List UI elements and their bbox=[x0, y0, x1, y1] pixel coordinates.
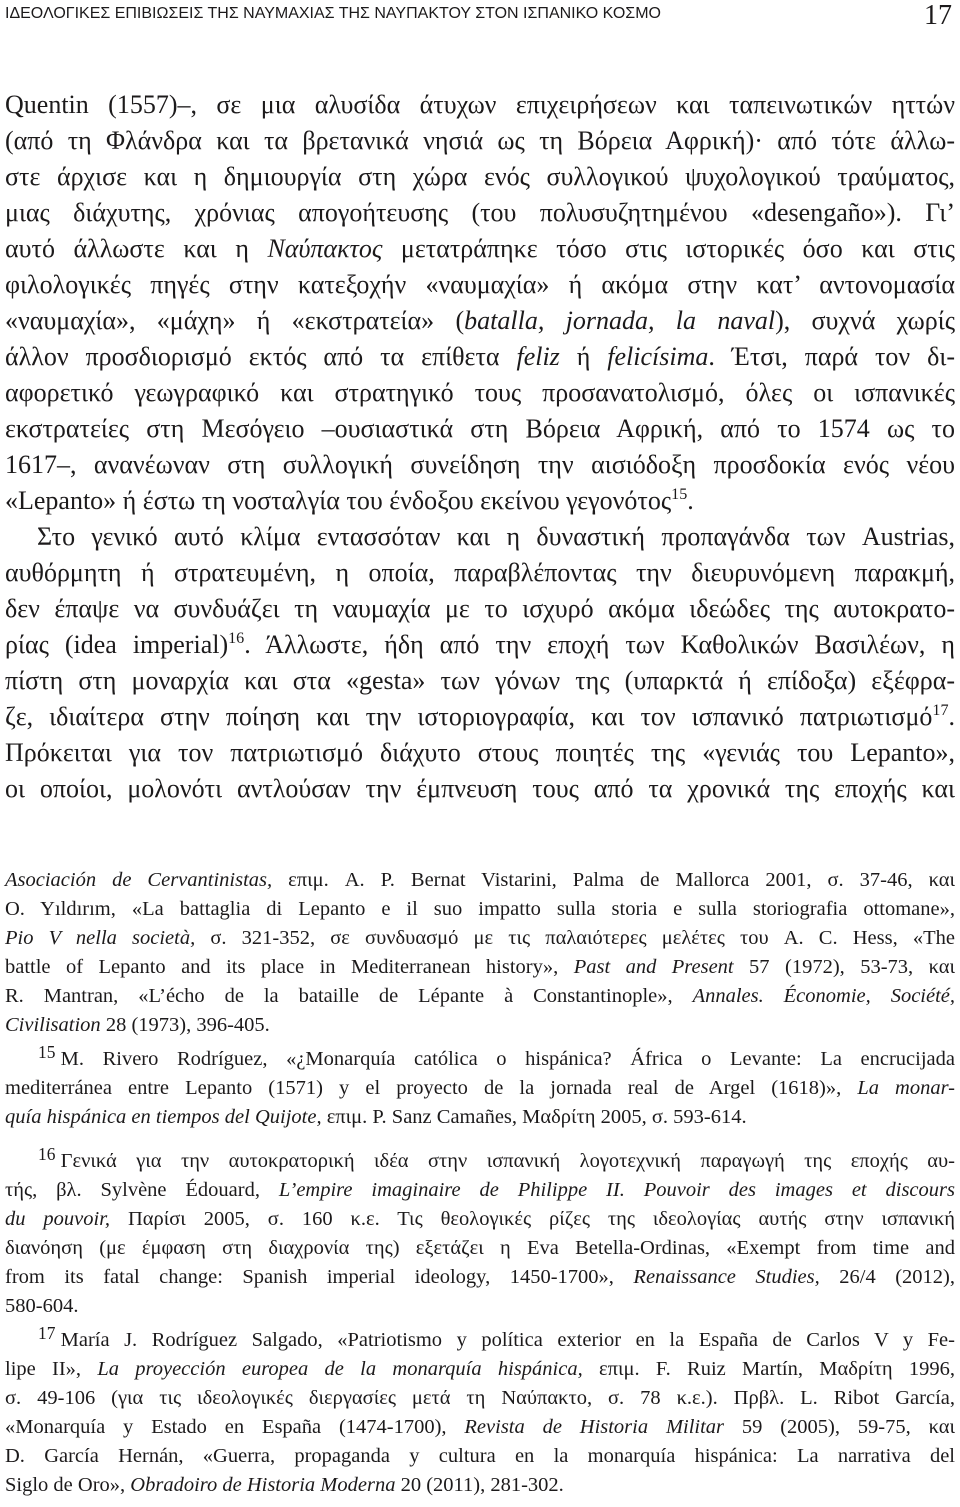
body-line: δεν έπαψε να συνδυάζει τη ναυμαχία με το ισχυρό ακόμα ιδεώδες της αυτοκρατο- bbox=[5, 594, 955, 623]
italic-title: du pouvoir, bbox=[5, 1208, 111, 1230]
text-run: Siglo de Oro», bbox=[5, 1474, 131, 1496]
text-run: lipe II», bbox=[5, 1358, 98, 1380]
italic-title: quía hispánica en tiempos del Quijote, bbox=[5, 1106, 322, 1128]
text-run: μετατράπηκε τόσο στις ιστορικές όσο και στις bbox=[382, 234, 955, 263]
italic-title: Past and Present bbox=[573, 956, 734, 978]
body-line: στε άρχισε και η δημιουργία στη χώρα ενός συλλογικού ψυχολογικού τραύματος, bbox=[5, 162, 955, 191]
text-run: ρίας (idea imperial) bbox=[5, 630, 229, 659]
italic-term: Ναύπακτος bbox=[267, 234, 383, 263]
text-run: αυτό άλλωστε και η bbox=[5, 234, 268, 263]
text-run: άλλον προσδιορισμό εκτός από τα επίθετα bbox=[5, 342, 517, 371]
body-line: (από τη Φλάνδρα και τα βρετανικά νησιά ως τη Βόρεια Αφρική)· από τότε άλλω- bbox=[5, 126, 955, 155]
text-run: τής, βλ. Sylvène Édouard, bbox=[5, 1179, 279, 1201]
body-line bbox=[5, 339, 955, 375]
text-run: R. Mantran, «L’écho de la bataille de Lépante à Constantinople», bbox=[5, 985, 693, 1007]
footnote-number: 17 bbox=[38, 1322, 56, 1343]
paragraph-2 bbox=[5, 519, 955, 807]
italic-title: Revista de Historia Militar bbox=[464, 1416, 725, 1438]
text-run: επιμ. F. Ruiz Martín, Μαδρίτη 1996, bbox=[582, 1358, 955, 1380]
text-run: Παρίσι 2005, σ. 160 κ.ε. Τις θεολογικές ρίζες της ιδεολογίας αυτής στην ισπανική bbox=[110, 1208, 956, 1230]
italic-term: batalla, jornada, la naval bbox=[464, 306, 776, 335]
footnote-reference: 16 bbox=[228, 630, 245, 648]
text-run: M. Rivero Rodríguez, «¿Monarquía católica o hispánica? África o Levante: La encrucijada bbox=[60, 1048, 955, 1070]
footnote-line bbox=[5, 1176, 955, 1205]
footnote-line bbox=[5, 1205, 955, 1234]
footnote-line bbox=[5, 1413, 955, 1442]
text-run: 26/4 (2012), bbox=[819, 1266, 955, 1288]
text-run: mediterránea entre Lepanto (1571) y el proyecto de la jornada real de Argel (1618)», bbox=[5, 1077, 858, 1099]
footnote-line bbox=[5, 1355, 955, 1384]
footnote-line: O. Yıldırım, «La battaglia di Lepanto e il suo impatto sulla storia e sulla storiografia ottomane», bbox=[5, 898, 955, 920]
main-text bbox=[5, 87, 955, 807]
paragraph-1 bbox=[5, 87, 955, 519]
text-run: battle of Lepanto and its place in Mediterranean history», bbox=[5, 956, 574, 978]
body-line: οι οποίοι, μολονότι αντλούσαν την έμπνευση τους από τα χρονικά της εποχής και bbox=[5, 774, 955, 803]
text-run: ή bbox=[559, 342, 608, 371]
italic-title: Obradoiro de Historia Moderna bbox=[130, 1474, 396, 1496]
footnotes bbox=[5, 866, 955, 1500]
footnote-number: 16 bbox=[38, 1143, 56, 1164]
footnote-17 bbox=[5, 1322, 955, 1500]
footnote-number: 15 bbox=[38, 1041, 56, 1062]
body-line: 1617–, ανανέωναν στη συλλογική συνείδηση την αισιόδοξη προσδοκία ενός νέου bbox=[5, 450, 955, 479]
footnote-line bbox=[5, 1322, 955, 1355]
body-line: αφορετικό γεωγραφικό και στρατηγικό τους προσανατολισμό, όλες οι ισπανικές bbox=[5, 378, 955, 407]
footnote-reference: 17 bbox=[932, 702, 949, 720]
italic-title: L’empire imaginaire de Philippe II. Pouvoir des images et discours bbox=[278, 1179, 955, 1201]
body-line bbox=[5, 303, 955, 339]
italic-term: felicísima bbox=[607, 342, 709, 371]
text-run: ζε, ιδιαίτερα στην ποίηση και την ιστοριογραφία, και τον ισπανικό πατριωτισμό bbox=[5, 702, 933, 731]
text-run: . bbox=[948, 702, 955, 731]
body-line: εκστρατείες στη Μεσόγειο –ουσιαστικά στη Βόρεια Αφρική, από το 1574 ως το bbox=[5, 414, 955, 443]
italic-title: La proyección europea de la monarquía hispánica, bbox=[97, 1358, 583, 1380]
text-run: 28 (1973), 396-405. bbox=[100, 1014, 270, 1036]
text-run: 57 (1972), 53-73, και bbox=[733, 956, 955, 978]
text-run: 59 (2005), 59-75, και bbox=[724, 1416, 955, 1438]
footnote-reference: 15 bbox=[671, 486, 688, 504]
running-title: ΙΔΕΟΛΟΓΙΚΕΣ ΕΠΙΒΙΩΣΕΙΣ ΤΗΣ ΝΑΥΜΑΧΙΑΣ ΤΗΣ ΝΑΥΠΑΚΤΟΥ ΣΤΟΝ ΙΣΠΑΝΙΚΟ ΚΟΣΜΟ bbox=[5, 5, 661, 22]
text-run: «Lepanto» ή έστω τη νοσταλγία του ένδοξου εκείνου γεγονότος bbox=[5, 486, 672, 515]
footnote-line bbox=[5, 1143, 955, 1176]
footnote-line: D. García Hernán, «Guerra, propaganda y cultura en la monarquía hispánica: La narrativa del bbox=[5, 1445, 955, 1467]
page-number: 17 bbox=[924, 0, 952, 31]
footnote-line: διανόηση (με έμφαση στη διαχρονία της) εξετάζει η Eva Betella-Ordinas, «Exempt from time and bbox=[5, 1237, 955, 1259]
text-run: . bbox=[687, 486, 694, 515]
italic-term: feliz bbox=[516, 342, 560, 371]
italic-title: Civilisation bbox=[5, 1014, 101, 1036]
body-line bbox=[5, 231, 955, 267]
body-line: Πρόκειται για τον πατριωτισμό διάχυτο στους ποιητές της «γενιάς του Lepanto», bbox=[5, 738, 955, 767]
italic-title: La monar- bbox=[857, 1077, 955, 1099]
footnote-16 bbox=[5, 1143, 956, 1321]
footnote-line bbox=[5, 1263, 955, 1292]
footnote-line: 580-604. bbox=[5, 1295, 79, 1317]
body-line: Quentin (1557)–, σε μια αλυσίδα άτυχων επιχειρήσεων και ταπεινωτικών ηττών bbox=[5, 90, 955, 119]
text-run: επιμ. P. Sanz Camañes, Μαδρίτη 2005, σ. 593-614. bbox=[321, 1106, 747, 1128]
footnote-continued bbox=[5, 866, 955, 1040]
body-line bbox=[5, 627, 955, 663]
text-run: María J. Rodríguez Salgado, «Patriotismo y política exterior en la España de Carlos V y Fe- bbox=[60, 1329, 955, 1351]
italic-title: Asociación de Cervantinistas, bbox=[5, 869, 273, 891]
text-run: . Άλλωστε, ήδη από την εποχή των Καθολικών Βασιλέων, η bbox=[244, 630, 955, 659]
body-line: πίστη στη μοναρχία και στα «gesta» των γόνων της (υπαρκτά ή επίδοξα) εξέφρα- bbox=[5, 666, 955, 695]
footnote-line bbox=[5, 1041, 955, 1074]
text-run: «ναυμαχία», «μάχη» ή «εκστρατεία» ( bbox=[5, 306, 465, 335]
text-run: σ. 321-352, σε συνδυασμό με τις παλαιότερες μελέτες του A. C. Hess, «The bbox=[195, 927, 955, 949]
footnote-15 bbox=[5, 1041, 955, 1132]
body-line: φιλολογικές πηγές στην κατεξοχήν «ναυμαχία» ή ακόμα στην κατ’ αντονομασία bbox=[5, 270, 955, 299]
body-line: αυθόρμητη ή στρατευμένη, η οποία, παραβλέποντας την διευρυνόμενη παρακμή, bbox=[5, 558, 955, 587]
text-run: . Έτσι, παρά τον δι- bbox=[708, 342, 955, 371]
body-line bbox=[5, 483, 955, 519]
italic-title: Renaissance Studies, bbox=[633, 1266, 820, 1288]
footnote-line bbox=[5, 1011, 955, 1040]
text-run: 20 (2011), 281-302. bbox=[395, 1474, 564, 1496]
text-run: ), συχνά χωρίς bbox=[775, 306, 956, 335]
body-line: μιας διάχυτης, χρόνιας απογοήτευσης (του πολυσυζητημένου «desengaño»). Γι’ bbox=[5, 198, 955, 227]
italic-title: Annales. Économie, Société, bbox=[692, 985, 956, 1007]
text-run: «Monarquía y Estado en España (1474-1700), bbox=[5, 1416, 465, 1438]
text-run: Γενικά για την αυτοκρατορική ιδέα στην ισπανική λογοτεχνική παραγωγή της εποχής αυ- bbox=[60, 1150, 955, 1172]
body-line: Στο γενικό αυτό κλίμα εντασσόταν και η δυναστική προπαγάνδα των Austrias, bbox=[37, 522, 955, 551]
footnote-line: σ. 49-106 (για τις ιδεολογικές διεργασίες μετά τη Ναύπακτο, σ. 78 κ.ε.). Πρβλ. L. Ribot García, bbox=[5, 1387, 955, 1409]
footnote-line bbox=[5, 982, 955, 1011]
footnote-line bbox=[5, 866, 955, 895]
text-run: from its fatal change: Spanish imperial ideology, 1450-1700», bbox=[5, 1266, 634, 1288]
footnote-line bbox=[5, 1074, 955, 1103]
footnote-line bbox=[5, 1471, 955, 1500]
body-line bbox=[5, 699, 955, 735]
text-run: επιμ. A. P. Bernat Vistarini, Palma de Mallorca 2001, σ. 37-46, και bbox=[272, 869, 955, 891]
footnote-line bbox=[5, 1103, 955, 1132]
italic-title: Pio V nella società, bbox=[5, 927, 196, 949]
footnote-line bbox=[5, 953, 955, 982]
footnote-line bbox=[5, 924, 955, 953]
